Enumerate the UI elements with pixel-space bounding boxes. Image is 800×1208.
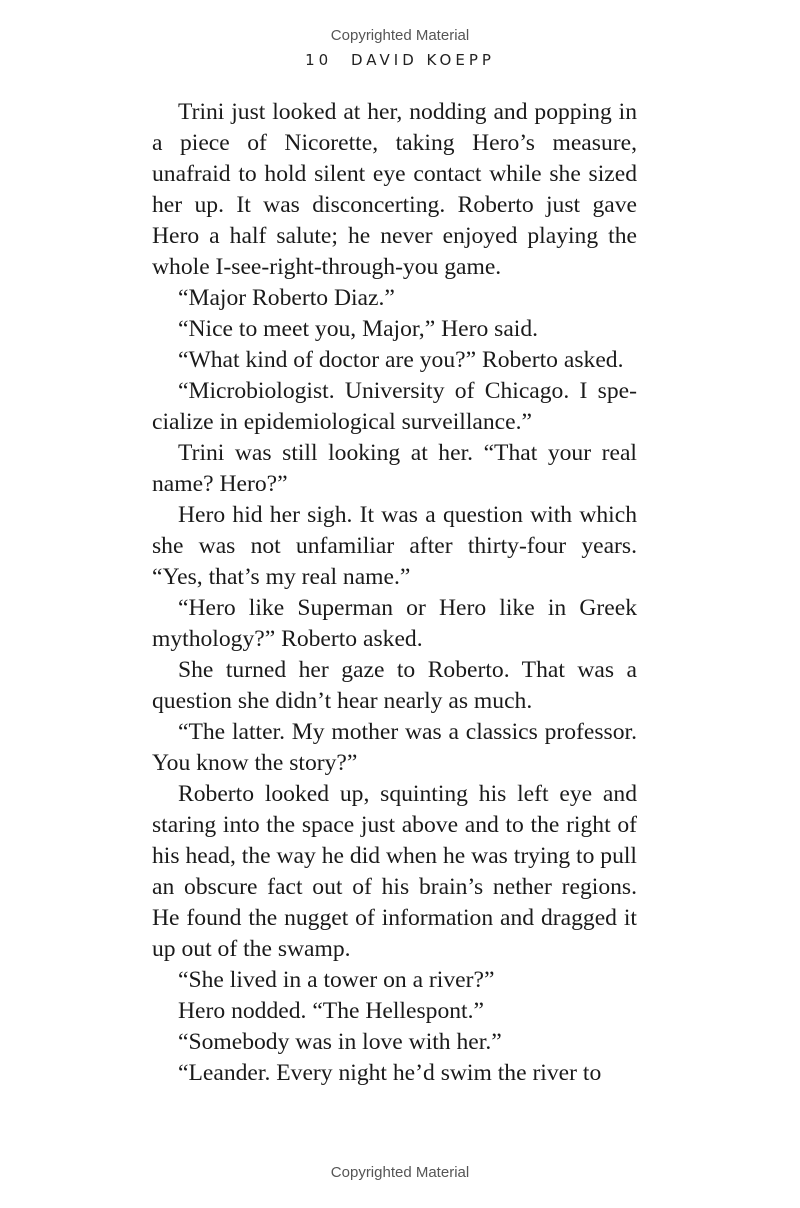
page-number: 10 [305,51,333,69]
paragraph: “The latter. My mother was a classics professor. You know the story?” [152,719,637,776]
paragraph: “Nice to meet you, Major,” Hero said. [178,316,539,342]
paragraph: Trini just looked at her, nodding and popping in a piece of Nicorette, taking Hero’s measure, unafraid to hold silent eye contact while she sized her up. It was disconcerting. Roberto just gave Hero a half salute; he never enjoyed playing the whole I-see-right-through-you game. [152,99,637,280]
paragraph: “She lived in a tower on a river?” [178,967,495,993]
paragraph: “What kind of doctor are you?” Roberto asked. [178,347,624,373]
paragraph: “Major Roberto Diaz.” [178,285,395,311]
copyright-watermark-bottom: Copyrighted Material [330,1164,470,1181]
paragraph: Trini was still looking at her. “That your real name? Hero?” [152,440,637,497]
body-text [152,97,637,1089]
paragraph: “Hero like Superman or Hero like in Greek mythology?” Roberto asked. [152,595,637,652]
paragraph: Roberto looked up, squinting his left eye and staring into the space just above and to the right of his head, the way he did when he was trying to pull an obscure fact out of his brain’s nether regions. He found the nugget of information and dragged it up out of the swamp. [152,781,637,962]
paragraph: Hero hid her sigh. It was a question with which she was not unfamiliar after thirty-four years. “Yes, that’s my real name.” [152,502,637,590]
paragraph: She turned her gaze to Roberto. That was a question she didn’t hear nearly as much. [152,657,637,714]
running-head [0,51,800,69]
author-name: DAVID KOEPP [350,51,495,69]
paragraph: “Somebody was in love with her.” [178,1029,502,1055]
paragraph: “Leander. Every night he’d swim the river to [178,1060,602,1086]
paragraph: “Microbiologist. University of Chicago. I specialize in epidemiological surveillance.” [152,378,637,435]
paragraph: Hero nodded. “The Hellespont.” [178,998,484,1024]
copyright-watermark-top: Copyrighted Material [330,27,470,44]
